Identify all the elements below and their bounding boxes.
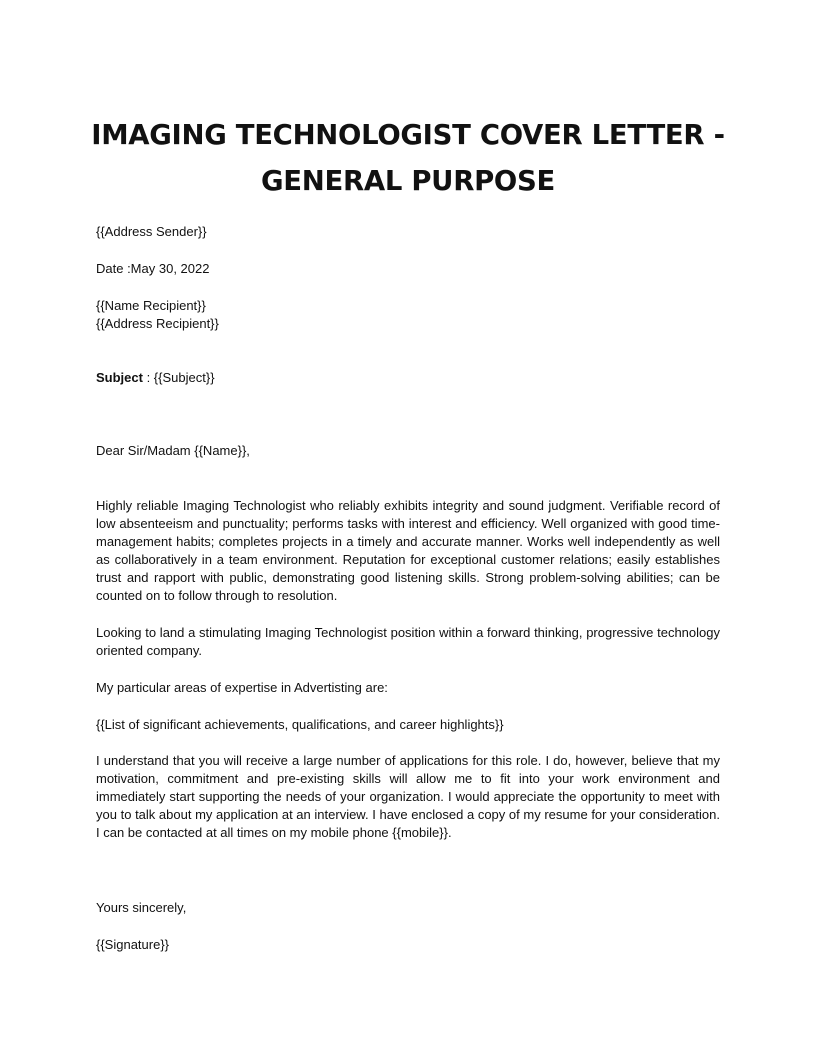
paragraph-summary: Highly reliable Imaging Technologist who reliably exhibits integrity and sound judgment. Verifiable record of low absenteeism and punctuality; performs tasks with interest and efficiency. Well organized with good time-management habits; completes projects in a timely and accurate manner. Works well independently as well as collaboratively in a team environment. Reputation for exceptional customer relations; easily establishes trust and rapport with public, demonstrating good listening skills. Strong problem-solving abilities; can be counted on to follow through to resolution. (96, 498, 720, 603)
salutation: Dear Sir/Madam {{Name}}, (96, 443, 250, 458)
document-title (60, 112, 756, 204)
letter-date: Date :May 30, 2022 (96, 261, 210, 276)
subject-label: Subject (96, 370, 143, 385)
address-sender: {{Address Sender}} (96, 224, 207, 239)
subject-value: : {{Subject}} (142, 370, 215, 385)
paragraph-closing-body: I understand that you will receive a large number of applications for this role. I do, however, believe that my motivation, commitment and pre-existing skills will allow me to fit into your work environment and immediately start supporting the needs of your organization. I would appreciate the opportunity to meet with you to talk about my application at an interview. I have enclosed a copy of my resume for your consideration. I can be contacted at all times on my mobile phone {{mobile}}. (96, 753, 720, 840)
closing: Yours sincerely, (96, 900, 187, 915)
paragraph-expertise-intro: My particular areas of expertise in Advertisting are: (96, 680, 388, 695)
title-line-2: GENERAL PURPOSE (261, 165, 555, 197)
title-line-1: IMAGING TECHNOLOGIST COVER LETTER - (91, 119, 725, 151)
signature: {{Signature}} (96, 937, 170, 952)
paragraph-objective: Looking to land a stimulating Imaging Technologist position within a forward thinking, progressive technology oriented company. (96, 625, 720, 658)
address-recipient: {{Address Recipient}} (96, 316, 219, 331)
paragraph-achievements: {{List of significant achievements, qualifications, and career highlights}} (96, 717, 504, 732)
subject-line (96, 369, 215, 387)
name-recipient: {{Name Recipient}} (96, 298, 206, 313)
